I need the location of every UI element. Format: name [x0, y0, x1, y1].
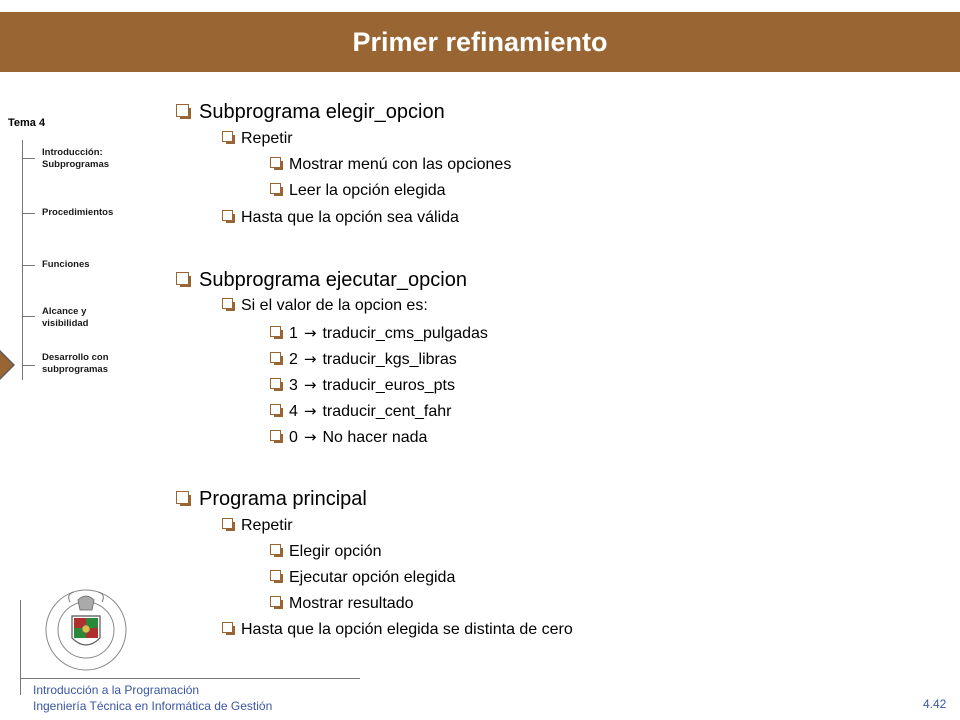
arrow-right-icon: →	[303, 428, 317, 446]
footer-divider	[20, 678, 360, 679]
bullet-section-3: Programa principal	[176, 488, 367, 511]
checkbox-bullet-icon	[270, 404, 281, 415]
option-item: 2 → traducir_kgs_libras	[270, 350, 457, 369]
bullet-item: Repetir	[222, 130, 293, 148]
checkbox-bullet-icon	[270, 157, 281, 168]
nav-tick	[22, 213, 35, 214]
nav-tick	[22, 316, 35, 317]
checkbox-bullet-icon	[270, 183, 281, 194]
checkbox-bullet-icon	[270, 326, 281, 337]
arrow-right-icon: →	[303, 350, 317, 368]
bullet-item: Hasta que la opción elegida se distinta de cero	[222, 621, 573, 639]
checkbox-bullet-icon	[270, 430, 281, 441]
nav-tick	[22, 265, 35, 266]
sidebar-item-desarrollo[interactable]: Desarrollo con subprogramas	[42, 352, 109, 375]
checkbox-bullet-icon	[176, 104, 189, 117]
checkbox-bullet-icon	[270, 570, 281, 581]
bullet-item: Elegir opción	[270, 543, 382, 561]
active-item-arrow-icon	[0, 352, 13, 378]
checkbox-bullet-icon	[176, 491, 189, 504]
nav-tick	[22, 365, 35, 366]
nav-tick	[22, 158, 35, 159]
bullet-item: Mostrar menú con las opciones	[270, 156, 511, 174]
title-bar	[0, 12, 960, 72]
bullet-item: Ejecutar opción elegida	[270, 569, 455, 587]
bullet-item: Mostrar resultado	[270, 595, 414, 613]
checkbox-bullet-icon	[270, 378, 281, 389]
checkbox-bullet-icon	[222, 210, 233, 221]
option-item: 3 → traducir_euros_pts	[270, 376, 455, 395]
bullet-item: Leer la opción elegida	[270, 182, 446, 200]
footer-course-title: Introducción a la Programación	[33, 683, 200, 697]
bullet-section-1: Subprograma elegir_opcion	[176, 101, 445, 124]
university-seal-logo	[28, 582, 144, 672]
checkbox-bullet-icon	[222, 622, 233, 633]
bullet-item: Hasta que la opción sea válida	[222, 209, 459, 227]
sidebar-topic-label: Tema 4	[8, 117, 46, 129]
slide-title: Primer refinamiento	[352, 27, 608, 57]
arrow-right-icon: →	[303, 324, 317, 342]
sidebar-item-funciones[interactable]: Funciones	[42, 259, 90, 270]
sidebar-nav-line	[22, 140, 23, 380]
option-item: 0 → No hacer nada	[270, 428, 427, 447]
checkbox-bullet-icon	[270, 596, 281, 607]
checkbox-bullet-icon	[270, 544, 281, 555]
arrow-right-icon: →	[303, 402, 317, 420]
footer-vertical-line	[20, 600, 21, 695]
checkbox-bullet-icon	[222, 131, 233, 142]
checkbox-bullet-icon	[222, 518, 233, 529]
page-number: 4.42	[923, 697, 947, 711]
checkbox-bullet-icon	[176, 272, 189, 285]
arrow-right-icon: →	[303, 376, 317, 394]
bullet-item: Si el valor de la opcion es:	[222, 297, 428, 315]
option-item: 1 → traducir_cms_pulgadas	[270, 324, 488, 343]
checkbox-bullet-icon	[270, 352, 281, 363]
bullet-section-2: Subprograma ejecutar_opcion	[176, 269, 467, 292]
sidebar-item-alcance[interactable]: Alcance y visibilidad	[42, 306, 89, 329]
sidebar-item-introduccion[interactable]: Introducción: Subprogramas	[42, 147, 110, 170]
bullet-item: Repetir	[222, 517, 293, 535]
sidebar-item-procedimientos[interactable]: Procedimientos	[42, 207, 114, 218]
checkbox-bullet-icon	[222, 298, 233, 309]
option-item: 4 → traducir_cent_fahr	[270, 402, 451, 421]
footer-degree-title: Ingeniería Técnica en Informática de Gestión	[33, 699, 273, 713]
